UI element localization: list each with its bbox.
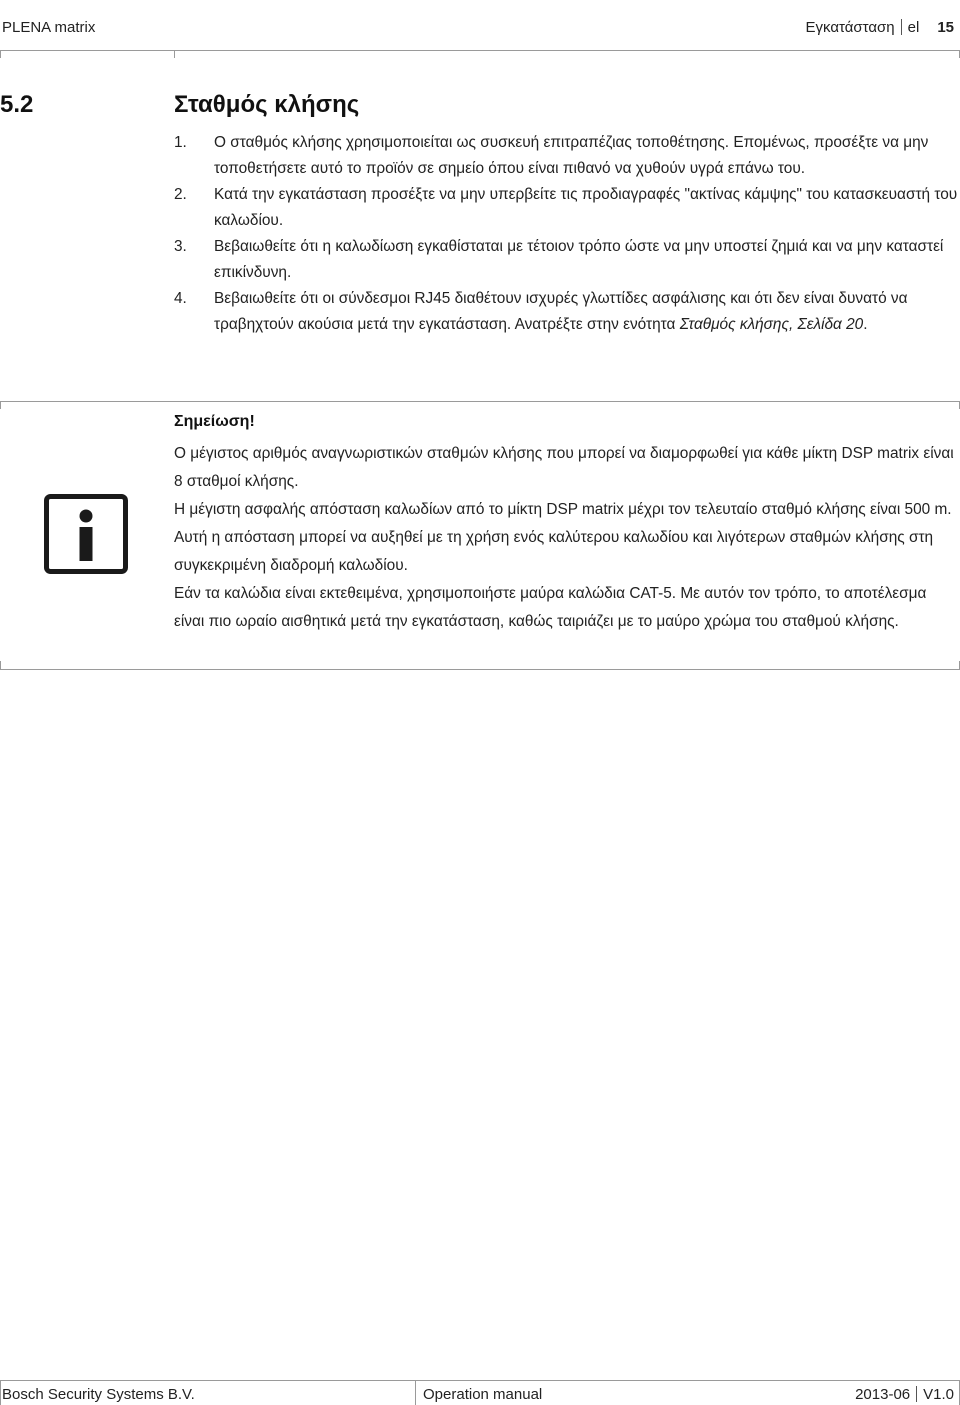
company-name: Bosch Security Systems B.V. [2,1386,195,1403]
step-text: Κατά την εγκατάσταση προσέξτε να μην υπερβείτε τις προδιαγραφές "ακτίνας κάμψης" του κατασκευαστή του καλωδίου. [214,186,958,229]
note-body [174,440,960,636]
document-date: 2013-06 [855,1386,911,1403]
page-header [0,0,960,50]
step-text-tail: . [863,316,868,333]
step-item [174,130,960,182]
footer-separator [916,1386,917,1402]
step-item [174,286,960,338]
step-item [174,234,960,286]
note-bottom-rule [0,669,960,670]
chapter-name: Εγκατάσταση [805,19,895,36]
header-separator [901,19,902,35]
page-number: 15 [937,19,954,36]
step-text: Ο σταθμός κλήσης χρησιμοποιείται ως συσκευή επιτραπέζιας τοποθέτησης. Επομένως, προσέξτε να μην τοποθετήσετε αυτό το προϊόν σε σημείο όπου είναι πιθανό να χυθούν υγρά επάνω του. [214,134,929,177]
language-code: el [907,19,920,36]
installation-steps [174,130,960,338]
step-number: 2. [174,186,187,203]
product-name: PLENA matrix [2,19,96,36]
note-paragraph: Εάν τα καλώδια είναι εκτεθειμένα, χρησιμοποιήστε μαύρα καλώδια CAT-5. Με αυτόν τον τρόπο, το αποτέλεσμα είναι πιο ωραίο αισθητικά μετά την εγκατάσταση, καθώς ταιριάζει με το μαύρο χρώμα του σταθμού κλήσης. [174,585,927,630]
header-tick-mid [174,50,175,58]
note-tick-left [0,401,1,409]
step-text: Βεβαιωθείτε ότι οι σύνδεσμοι RJ45 διαθέτουν ισχυρές γλωττίδες ασφάλισης και ότι δεν είναι δυνατό να τραβηχτούν ακούσια μετά την εγκατάσταση. Ανατρέξτε στην ενότητα [214,290,908,333]
step-item [174,182,960,234]
step-number: 3. [174,238,187,255]
step-number: 1. [174,134,187,151]
note-title: Σημείωση! [174,413,255,430]
header-rule [0,50,960,51]
step-text: Βεβαιωθείτε ότι η καλωδίωση εγκαθίσταται με τέτοιον τρόπο ώστε να μην υποστεί ζημιά και να μην καταστεί επικίνδυνη. [214,238,944,281]
note-top-rule [0,401,960,402]
cross-reference-link[interactable]: Σταθμός κλήσης, Σελίδα 20 [679,316,864,333]
document-type: Operation manual [423,1386,543,1403]
header-tick-left [0,50,1,58]
footer-right [855,1386,954,1403]
note-paragraph: Ο μέγιστος αριθμός αναγνωριστικών σταθμών κλήσης που μπορεί να διαμορφωθεί για κάθε μίκτη DSP matrix είναι 8 σταθμοί κλήσης. [174,445,954,490]
page-footer [0,1380,960,1405]
note-bottom-tick-left [0,661,1,669]
document-version: V1.0 [923,1386,954,1403]
section-number: 5.2 [0,91,34,118]
info-icon [44,494,128,574]
header-right [806,19,955,36]
step-number: 4. [174,290,187,307]
section-title: Σταθμός κλήσης [174,91,360,118]
note-paragraph: Η μέγιστη ασφαλής απόσταση καλωδίων από το μίκτη DSP matrix μέχρι τον τελευταίο σταθμό κλήσης είναι 500 m. Αυτή η απόσταση μπορεί να αυξηθεί με τη χρήση ενός καλύτερου καλωδίου και λιγότερων σταθμών κλήσης στη συγκεκριμένη διαδρομή καλωδίου. [174,501,952,574]
